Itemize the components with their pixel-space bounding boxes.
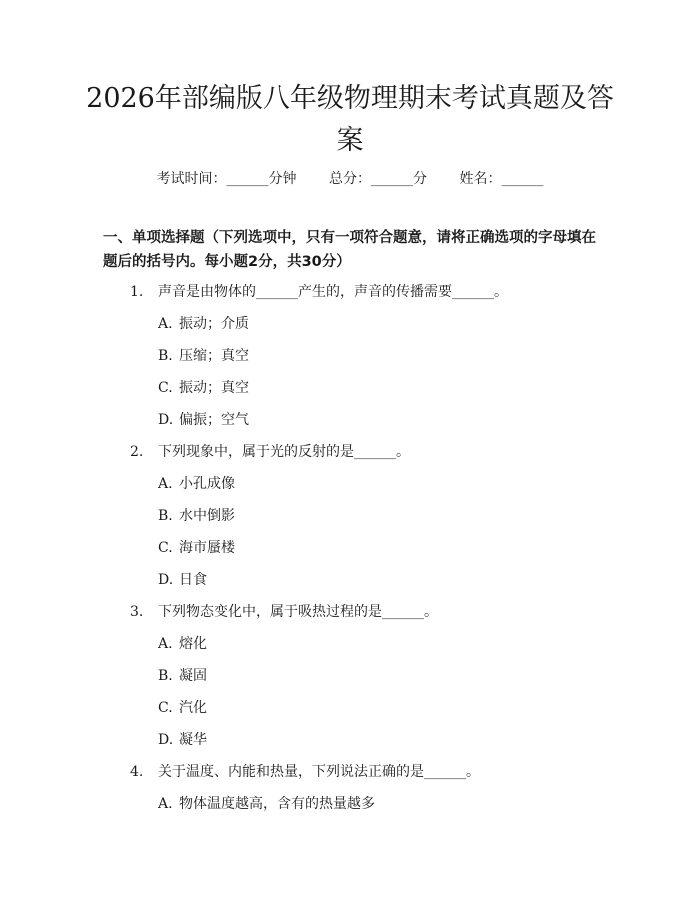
question-1-stem — [130, 282, 508, 302]
question-3-option-d — [158, 730, 207, 750]
option-text: 压缩；真空 — [179, 348, 249, 364]
exam-meta — [0, 168, 700, 188]
question-2-option-d — [158, 570, 207, 590]
option-text: 水中倒影 — [179, 508, 235, 524]
question-2-stem — [130, 442, 410, 462]
option-text: 物体温度越高，含有的热量越多 — [179, 796, 375, 812]
question-2-option-b — [158, 506, 235, 526]
option-text: 振动；真空 — [179, 380, 249, 396]
question-4-stem — [130, 762, 480, 782]
option-letter: D. — [158, 732, 174, 748]
question-number: 3. — [130, 604, 144, 620]
total-score-field: 总分：______分 — [329, 171, 427, 187]
question-number: 2. — [130, 444, 144, 460]
student-name-field: 姓名：______ — [459, 171, 544, 187]
question-2-option-c — [158, 538, 235, 558]
option-letter: A. — [158, 636, 173, 652]
question-number: 1. — [130, 284, 144, 300]
question-1-option-a — [158, 314, 249, 334]
exam-time-field: 考试时间：______分钟 — [156, 171, 297, 187]
option-text: 海市蜃楼 — [179, 540, 235, 556]
option-letter: A. — [158, 796, 173, 812]
option-letter: D. — [158, 572, 174, 588]
question-2-option-a — [158, 474, 235, 494]
question-1-option-d — [158, 410, 249, 430]
question-text: 关于温度、内能和热量，下列说法正确的是______。 — [158, 764, 480, 780]
option-text: 小孔成像 — [179, 476, 235, 492]
question-4-option-a — [158, 794, 375, 814]
option-text: 凝华 — [179, 732, 207, 748]
option-text: 熔化 — [179, 636, 207, 652]
option-text: 汽化 — [179, 700, 207, 716]
question-1-option-b — [158, 346, 249, 366]
page-title: 2026年部编版八年级物理期末考试真题及答案 — [86, 83, 614, 156]
option-letter: C. — [158, 380, 173, 396]
question-3-option-a — [158, 634, 207, 654]
option-text: 偏振；空气 — [179, 412, 249, 428]
option-text: 日食 — [179, 572, 207, 588]
question-3-stem — [130, 602, 438, 622]
option-letter: C. — [158, 540, 173, 556]
question-1-option-c — [158, 378, 249, 398]
option-letter: D. — [158, 412, 174, 428]
question-number: 4. — [130, 764, 144, 780]
option-letter: C. — [158, 700, 173, 716]
question-3-option-b — [158, 666, 207, 686]
question-text: 声音是由物体的______产生的，声音的传播需要______。 — [158, 284, 508, 300]
option-text: 振动；介质 — [179, 316, 249, 332]
option-letter: A. — [158, 476, 173, 492]
option-letter: B. — [158, 348, 173, 364]
option-letter: A. — [158, 316, 173, 332]
question-3-option-c — [158, 698, 207, 718]
section-heading: 一、单项选择题（下列选项中，只有一项符合题意，请将正确选项的字母填在题后的括号内。每小题2分，共30分） — [103, 230, 596, 270]
option-letter: B. — [158, 668, 173, 684]
option-letter: B. — [158, 508, 173, 524]
question-text: 下列物态变化中，属于吸热过程的是______。 — [158, 604, 438, 620]
option-text: 凝固 — [179, 668, 207, 684]
question-text: 下列现象中，属于光的反射的是______。 — [158, 444, 410, 460]
